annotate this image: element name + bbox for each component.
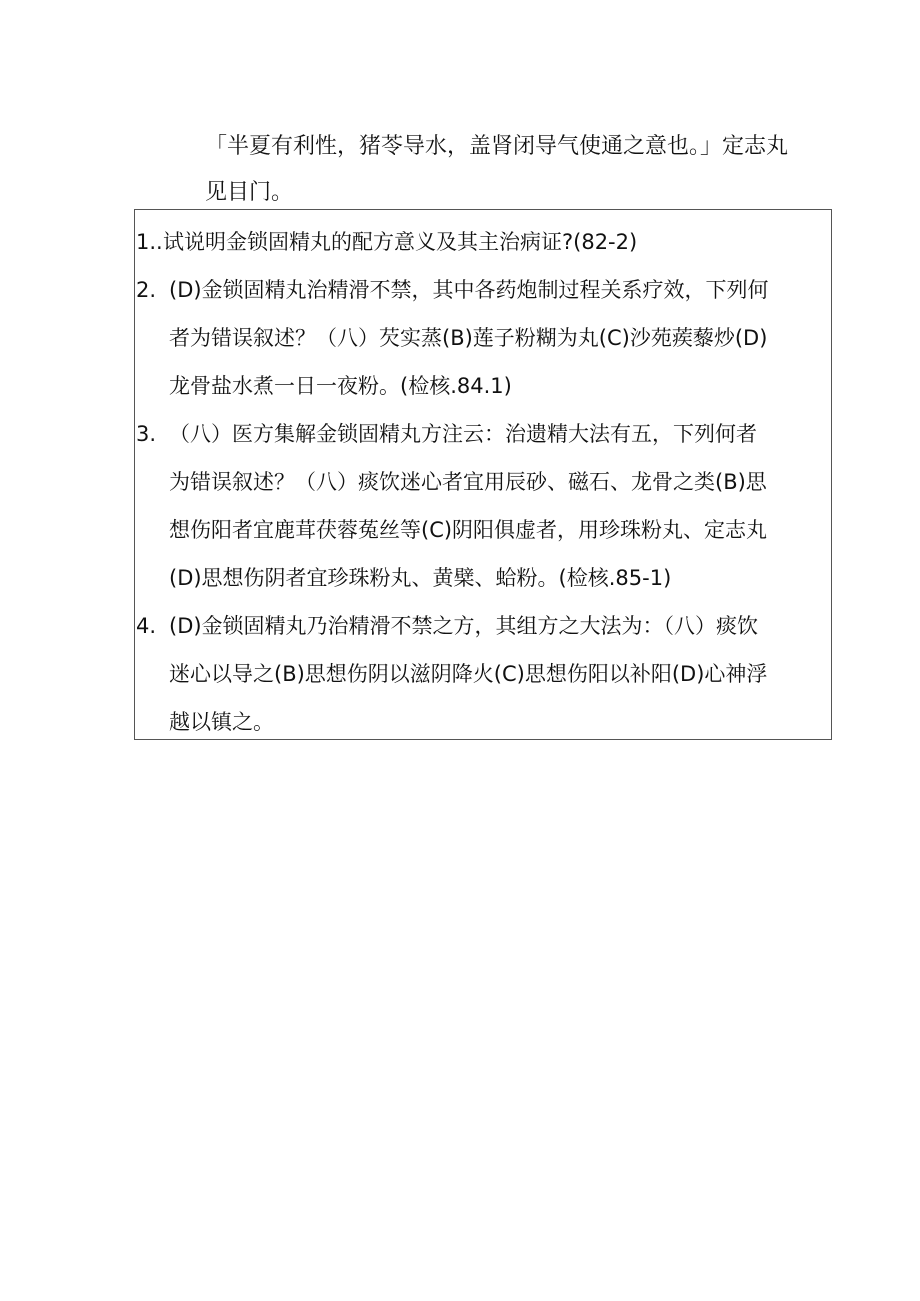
question-3-line-1 xyxy=(135,410,833,458)
question-4-line-1 xyxy=(135,602,833,650)
question-box xyxy=(134,209,832,740)
question-3-text-2: 为错误叙述？（八）痰饮迷心者宜用辰砂、磁石、龙骨之类(B)思 xyxy=(169,470,767,494)
question-3-text-3: 想伤阳者宜鹿茸茯蓉菟丝等(C)阴阳俱虚者，用珍珠粉丸、定志丸 xyxy=(169,518,768,542)
question-1-number: 1.. xyxy=(136,230,163,254)
intro-paragraph xyxy=(205,124,845,216)
question-item-4 xyxy=(135,602,833,746)
question-item-3 xyxy=(135,410,833,602)
question-3-number: 3. xyxy=(136,422,157,446)
question-1-line-1 xyxy=(135,218,833,266)
question-2-number: 2. xyxy=(136,278,157,302)
intro-line-2: 见目门。 xyxy=(205,180,294,205)
question-4-text-2: 迷心以导之(B)思想伤阴以滋阴降火(C)思想伤阳以补阳(D)心神浮 xyxy=(169,662,768,686)
question-2-line-1 xyxy=(135,266,833,314)
question-2-text-2: 者为错误叙述？（八）芡实蒸(B)莲子粉糊为丸(C)沙苑蒺藜炒(D) xyxy=(169,326,768,350)
question-2-text-1: (D)金锁固精丸治精滑不禁，其中各药炮制过程关系疗效，下列何 xyxy=(169,278,769,302)
question-item-2 xyxy=(135,266,833,410)
question-2-text-3: 龙骨盐水煮一日一夜粉。(检核.84.1) xyxy=(169,374,512,398)
question-4-text-1: (D)金锁固精丸乃治精滑不禁之方，其组方之大法为：（八）痰饮 xyxy=(169,614,759,638)
question-4-number: 4. xyxy=(136,614,157,638)
question-3-text-4: (D)思想伤阴者宜珍珠粉丸、黄檗、蛤粉。(检核.85-1) xyxy=(169,566,672,590)
intro-line-1: 「半夏有利性，猪苓导水，盖肾闭导气使通之意也。」定志丸 xyxy=(205,134,789,159)
question-4-text-3: 越以镇之。 xyxy=(169,710,274,734)
question-1-text-1: 试说明金锁固精丸的配方意义及其主治病证?(82-2) xyxy=(163,230,638,254)
question-item-1 xyxy=(135,218,833,266)
question-3-text-1: （八）医方集解金锁固精丸方注云：治遗精大法有五，下列何者 xyxy=(169,422,757,446)
